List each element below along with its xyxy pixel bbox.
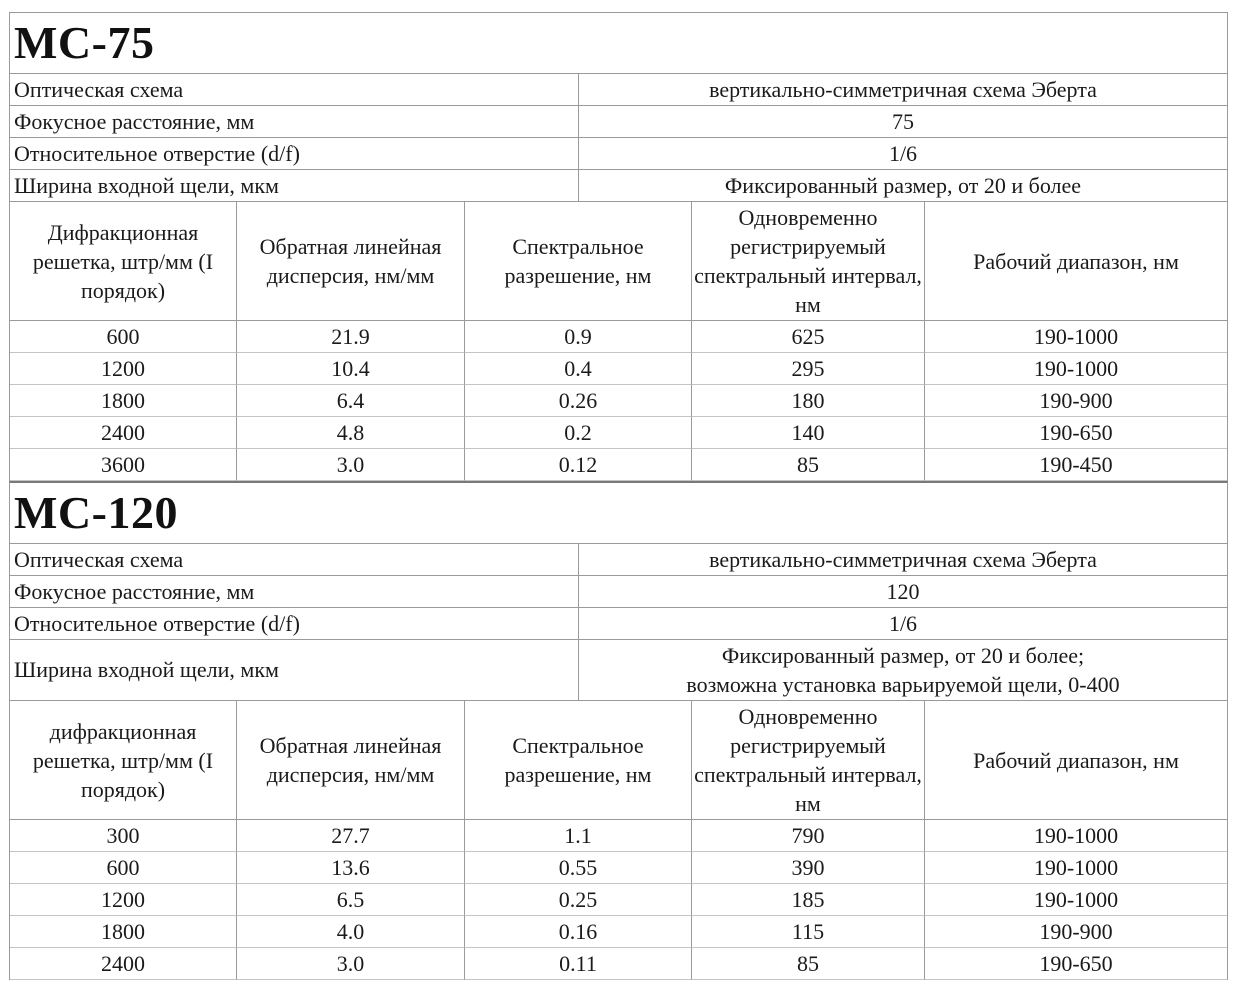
table-cell: 190-900	[925, 385, 1227, 417]
table-cell: 115	[692, 916, 925, 948]
param-value-text: вертикально-симметричная схема Эберта	[709, 547, 1097, 572]
column-header: Спектральное разрешение, нм	[465, 202, 692, 321]
table-cell: 85	[692, 948, 925, 980]
mc75-title: МС-75	[14, 17, 155, 68]
mc75-param-row	[10, 137, 1227, 169]
mc120-grating-table	[10, 700, 1227, 980]
param-value	[579, 138, 1227, 169]
table-cell: 3.0	[237, 948, 465, 980]
param-value	[579, 74, 1227, 105]
param-label: Фокусное расстояние, мм	[10, 576, 579, 607]
param-value-line-1: Фиксированный размер, от 20 и более;	[721, 643, 1085, 668]
table-cell: 1200	[10, 884, 237, 916]
mc120-section	[9, 481, 1228, 980]
param-label: Оптическая схема	[10, 74, 579, 105]
table-cell: 300	[10, 820, 237, 852]
column-header: Одновременно регистрируемый спектральный интервал, нм	[692, 701, 925, 820]
table-cell: 185	[692, 884, 925, 916]
table-cell: 4.0	[237, 916, 465, 948]
table-cell: 6.5	[237, 884, 465, 916]
table-cell: 0.9	[465, 321, 692, 353]
table-cell: 790	[692, 820, 925, 852]
table-cell: 190-450	[925, 449, 1227, 481]
mc75-section	[9, 12, 1228, 481]
param-label: Относительное отверстие (d/f)	[10, 608, 579, 639]
mc75-param-row	[10, 105, 1227, 137]
param-label: Относительное отверстие (d/f)	[10, 138, 579, 169]
table-cell: 3600	[10, 449, 237, 481]
mc75-param-row	[10, 73, 1227, 105]
table-cell: 600	[10, 852, 237, 884]
table-cell: 10.4	[237, 353, 465, 385]
column-header: Спектральное разрешение, нм	[465, 701, 692, 820]
param-value-text: 1/6	[888, 141, 918, 166]
param-value	[579, 576, 1227, 607]
param-value-line-2: возможна установка варьируемой щели, 0-400	[686, 672, 1120, 697]
table-cell: 0.26	[465, 385, 692, 417]
table-cell: 0.16	[465, 916, 692, 948]
table-cell: 600	[10, 321, 237, 353]
param-label: Ширина входной щели, мкм	[10, 640, 579, 700]
mc120-param-row	[10, 543, 1227, 575]
param-value	[579, 640, 1227, 700]
table-cell: 4.8	[237, 417, 465, 449]
table-cell: 0.12	[465, 449, 692, 481]
table-cell: 190-1000	[925, 852, 1227, 884]
table-cell: 190-650	[925, 948, 1227, 980]
column-header: Дифракционная решетка, штр/мм (I порядок)	[10, 202, 237, 321]
table-cell: 85	[692, 449, 925, 481]
table-cell: 190-1000	[925, 820, 1227, 852]
table-cell: 21.9	[237, 321, 465, 353]
param-value-text: вертикально-симметричная схема Эберта	[709, 77, 1097, 102]
column-header: дифракционная решетка, штр/мм (I порядок)	[10, 701, 237, 820]
table-cell: 190-650	[925, 417, 1227, 449]
param-label: Оптическая схема	[10, 544, 579, 575]
mc120-param-row	[10, 639, 1227, 700]
column-header: Рабочий диапазон, нм	[925, 701, 1227, 820]
param-value-text: Фиксированный размер, от 20 и более	[724, 173, 1082, 198]
table-cell: 1200	[10, 353, 237, 385]
spec-sheet	[9, 12, 1228, 980]
mc120-param-row	[10, 607, 1227, 639]
table-cell: 190-1000	[925, 353, 1227, 385]
table-cell: 0.11	[465, 948, 692, 980]
table-cell: 0.25	[465, 884, 692, 916]
table-cell: 27.7	[237, 820, 465, 852]
param-value	[579, 608, 1227, 639]
column-header: Рабочий диапазон, нм	[925, 202, 1227, 321]
table-cell: 180	[692, 385, 925, 417]
param-value-text: 75	[892, 109, 914, 134]
param-value-text: 1/6	[888, 611, 918, 636]
table-cell: 6.4	[237, 385, 465, 417]
table-cell: 190-1000	[925, 321, 1227, 353]
table-cell: 295	[692, 353, 925, 385]
table-cell: 140	[692, 417, 925, 449]
column-header: Обратная линейная дисперсия, нм/мм	[237, 202, 465, 321]
table-cell: 190-1000	[925, 884, 1227, 916]
param-value	[579, 544, 1227, 575]
mc120-title: МС-120	[14, 487, 178, 538]
table-cell: 390	[692, 852, 925, 884]
mc120-param-row	[10, 575, 1227, 607]
param-value	[579, 170, 1227, 201]
table-cell: 625	[692, 321, 925, 353]
column-header: Обратная линейная дисперсия, нм/мм	[237, 701, 465, 820]
column-header: Одновременно регистрируемый спектральный интервал, нм	[692, 202, 925, 321]
param-value	[579, 106, 1227, 137]
table-cell: 2400	[10, 948, 237, 980]
table-cell: 0.55	[465, 852, 692, 884]
table-cell: 190-900	[925, 916, 1227, 948]
table-cell: 1800	[10, 916, 237, 948]
param-label: Фокусное расстояние, мм	[10, 106, 579, 137]
table-cell: 3.0	[237, 449, 465, 481]
table-cell: 1800	[10, 385, 237, 417]
mc75-param-row	[10, 169, 1227, 201]
table-cell: 0.2	[465, 417, 692, 449]
table-cell: 0.4	[465, 353, 692, 385]
table-cell: 2400	[10, 417, 237, 449]
mc75-grating-table	[10, 201, 1227, 481]
table-cell: 1.1	[465, 820, 692, 852]
table-cell: 13.6	[237, 852, 465, 884]
param-value-text: 120	[886, 579, 920, 604]
param-label: Ширина входной щели, мкм	[10, 170, 579, 201]
